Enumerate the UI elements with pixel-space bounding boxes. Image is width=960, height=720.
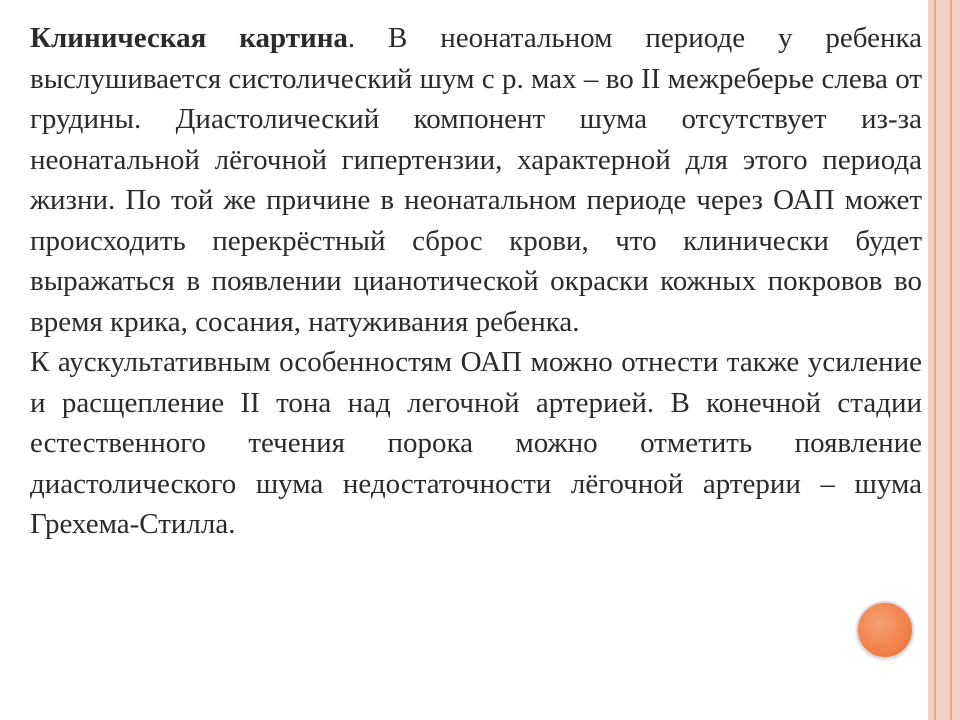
right-decorative-line [950,0,952,720]
paragraph-auscultation: К аускультативным особенностям ОАП можно отнести также усиление и расщепление II тона над легочной артерией. В конечной стадии естественного течения порока можно отметить появление диастолического шума недостаточности лёгочной артерии – шума Грехема-Стилла. [30,346,922,540]
orange-circle-icon [856,601,914,659]
right-decorative-band [928,0,960,720]
slide-text [30,18,922,545]
paragraph-lead: Клиническая картина [30,22,348,54]
paragraph-body: . В неонатальном периоде у ребенка выслушивается систолический шум с р. мах – во II межреберье слева от грудины. Диастолический компонент шума отсутствует из-за неонатальной лёгочной гипертензии, характерной для этого периода жизни. По той же причине в неонатальном периоде через ОАП может происходить перекрёстный сброс крови, что клинически будет выражаться в появлении цианотической окраски кожных покровов во время крика, сосания, натуживания ребенка. [30,22,922,338]
right-decorative-line [934,0,936,720]
paragraph-clinical-picture [30,18,922,342]
